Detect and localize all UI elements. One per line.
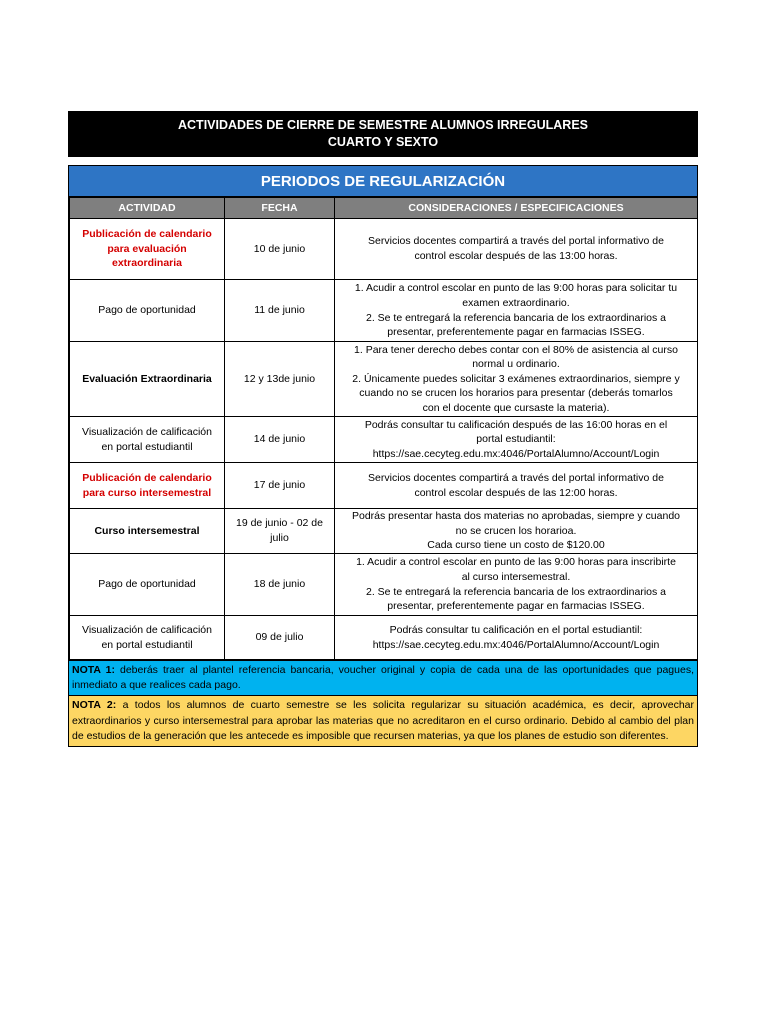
activity-text: en portal estudiantil (101, 638, 193, 651)
details-text: presentar, preferentemente pagar en farmacias ISSEG. (387, 326, 645, 339)
details-text: 1. Acudir a control escolar en punto de las 9:00 horas para solicitar tu (354, 282, 678, 295)
activity-text: Publicación de calendario (82, 228, 212, 241)
details-cell (335, 616, 698, 660)
table-row (70, 342, 698, 417)
activity-text: Curso intersemestral (94, 524, 200, 537)
details-text: portal estudiantil: (476, 433, 556, 446)
activity-cell (70, 219, 225, 280)
activity-text: Evaluación Extraordinaria (82, 372, 212, 385)
date-cell: 11 de junio (225, 280, 335, 342)
portal-url-text: https://sae.cecyteg.edu.mx:4046/PortalAlumno/Account/Login (372, 638, 660, 651)
activity-cell (70, 342, 225, 417)
details-text: control escolar después de las 13:00 horas. (414, 250, 618, 262)
details-text: Podrás presentar hasta dos materias no aprobadas, siempre y cuando (351, 510, 681, 523)
details-cell (335, 342, 698, 417)
activity-cell (70, 509, 225, 554)
schedule-table (68, 165, 698, 747)
note-2-text: a todos los alumnos de cuarto semestre se les solicita regularizar su situación académica, es decir, aprovechar extraordinarios y curso intersemestral para aprobar las materias que no acreditaron en el curso ordinario. Debido al cambio del plan de estudios de la generación que les antecede es imposible que recursen materias, ya que los planes de estudio son diferentes. (72, 699, 694, 742)
date-text: julio (270, 532, 289, 544)
table-row (70, 219, 698, 280)
details-cell (335, 463, 698, 509)
date-cell: 09 de julio (225, 616, 335, 660)
details-text: 2. Únicamente puedes solicitar 3 exámenes extraordinarios, siempre y (352, 372, 680, 385)
details-cell (335, 219, 698, 280)
details-text: examen extraordinario. (462, 296, 570, 309)
details-text: al curso intersemestral. (461, 570, 571, 583)
activity-text: Pago de oportunidad (98, 578, 196, 591)
details-text: con el docente que cursaste la materia). (422, 401, 610, 414)
note-1-text: deberás traer al plantel referencia bancaria, voucher original y copia de cada una de las oportunidades que pagues, inmediato a que realices cada pago. (72, 664, 694, 692)
details-text: cuando no se crucen los horarios para presentar (deberás tomarlos (359, 387, 673, 400)
table-row (70, 509, 698, 554)
note-2 (69, 695, 697, 746)
details-text: Cada curso tiene un costo de $120.00 (427, 539, 605, 552)
activity-cell (70, 463, 225, 509)
details-text: presentar, preferentemente pagar en farmacias ISSEG. (387, 600, 645, 613)
activity-text: Visualización de calificación (82, 425, 212, 438)
date-cell: 14 de junio (225, 417, 335, 463)
details-cell (335, 417, 698, 463)
activity-text: Visualización de calificación (82, 623, 212, 636)
activity-text: Pago de oportunidad (98, 304, 196, 317)
header-title-line1: ACTIVIDADES DE CIERRE DE SEMESTRE ALUMNOS IRREGULARES (178, 118, 588, 132)
column-header-date: FECHA (225, 198, 335, 219)
header-title-line2: CUARTO Y SEXTO (327, 135, 439, 149)
date-text: 19 de junio - 02 de (236, 517, 323, 530)
details-text: 2. Se te entregará la referencia bancaria de los extraordinarios a (365, 585, 666, 598)
date-cell: 18 de junio (225, 554, 335, 616)
activity-cell (70, 554, 225, 616)
details-cell (335, 280, 698, 342)
details-text: Podrás consultar tu calificación en el portal estudiantil: (389, 623, 643, 636)
details-text: normal u ordinario. (472, 358, 560, 371)
activity-text: para curso intersemestral (82, 486, 212, 499)
date-cell: 17 de junio (225, 463, 335, 509)
details-text: Podrás consultar tu calificación después de las 16:00 horas en el (364, 418, 668, 431)
activities-table (69, 197, 698, 660)
table-row (70, 554, 698, 616)
table-header-row (70, 198, 698, 219)
document-header (68, 111, 698, 157)
activity-text: extraordinaria (111, 257, 183, 270)
activity-text: en portal estudiantil (101, 440, 193, 453)
column-header-details: CONSIDERACIONES / ESPECIFICACIONES (335, 198, 698, 219)
date-cell (225, 509, 335, 554)
details-cell (335, 554, 698, 616)
note-2-label: NOTA 2: (72, 699, 117, 712)
activity-text: para evaluación (107, 242, 187, 255)
activity-cell (70, 616, 225, 660)
date-cell: 12 y 13de junio (225, 342, 335, 417)
note-1-label: NOTA 1: (72, 664, 115, 676)
details-text: Servicios docentes compartirá a través del portal informativo de (368, 235, 664, 248)
details-cell (335, 509, 698, 554)
date-cell: 10 de junio (225, 219, 335, 280)
section-title: PERIODOS DE REGULARIZACIÓN (69, 166, 697, 197)
table-row (70, 463, 698, 509)
table-row (70, 280, 698, 342)
details-text: control escolar después de las 12:00 horas. (414, 486, 618, 499)
details-text: no se crucen los horarioa. (455, 524, 577, 537)
activity-cell (70, 280, 225, 342)
column-header-activity: ACTIVIDAD (70, 198, 225, 219)
activity-cell (70, 417, 225, 463)
table-row (70, 616, 698, 660)
note-1 (69, 660, 697, 695)
details-text: 1. Acudir a control escolar en punto de las 9:00 horas para inscribirte (356, 556, 676, 569)
portal-url-text: https://sae.cecyteg.edu.mx:4046/PortalAlumno/Account/Login (372, 447, 660, 460)
table-row (70, 417, 698, 463)
details-text: 1. Para tener derecho debes contar con el 80% de asistencia al curso (354, 343, 678, 356)
activity-text: Publicación de calendario (82, 471, 212, 484)
details-text: 2. Se te entregará la referencia bancaria de los extraordinarios a (365, 311, 666, 324)
details-text: Servicios docentes compartirá a través del portal informativo de (368, 471, 664, 484)
